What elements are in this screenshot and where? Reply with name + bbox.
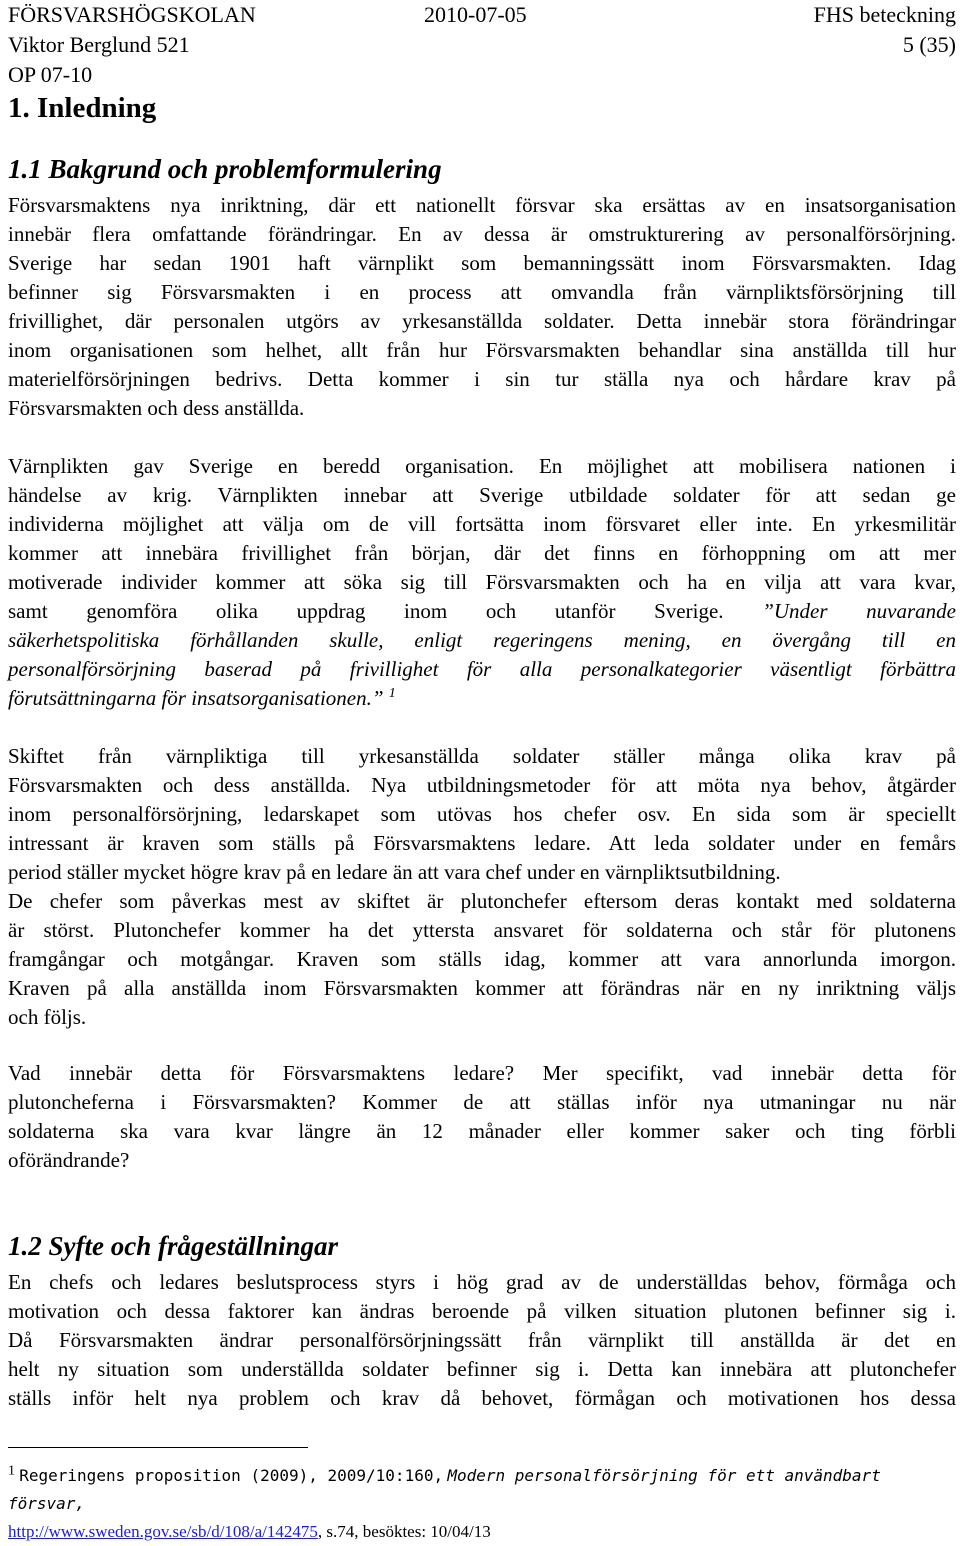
text-line-with-quote (8, 597, 956, 626)
text-line: kommer att innebära frivillighet från början, där det finns en förhoppning om att mer (8, 541, 956, 565)
text-line: Skiftet från värnpliktiga till yrkesanställda soldater ställer många olika krav på (8, 744, 956, 768)
text-line: oförändrande? (8, 1148, 130, 1172)
section-title-background: 1.1 Bakgrund och problemformulering (8, 154, 442, 184)
text-line: Kraven på alla anställda inom Försvarsmakten kommer att förändras när en ny inriktning väljs (8, 976, 956, 1000)
text-line: inom organisationen som helhet, allt från hur Försvarsmakten behandlar sina anställda till hur (8, 338, 956, 362)
text-line: Värnplikten gav Sverige en beredd organisation. En möjlighet att mobilisera nationen i (8, 454, 956, 478)
footnote-divider (8, 1447, 308, 1448)
header-designation: FHS beteckning (813, 2, 956, 27)
paragraph-purpose-1 (8, 1268, 956, 1413)
text-line: befinner sig Försvarsmakten i en process att omvandla från värnpliktsförsörjning till (8, 280, 956, 304)
paragraph-background-1 (8, 191, 956, 423)
footnote-link[interactable]: http://www.sweden.gov.se/sb/d/108/a/142475 (8, 1522, 318, 1541)
text-line: Då Försvarsmakten ändrar personalförsörjningssätt från värnplikt till anställda är det en (8, 1328, 956, 1352)
text-line: ställs inför helt nya problem och krav då behovet, förmågan och motivationen hos dessa (8, 1386, 956, 1410)
text-line: materielförsörjningen bedrivs. Detta kommer i sin tur ställa nya och hårdare krav på (8, 367, 956, 391)
footnote-line-2 (8, 1518, 956, 1546)
text-line: innebär flera omfattande förändringar. En av dessa är omstrukturering av personalförsörjning. (8, 222, 956, 246)
header-author: Viktor Berglund 521 (8, 32, 190, 57)
text-line: framgångar och motgångar. Kraven som ställs idag, kommer att vara annorlunda imorgon. (8, 947, 956, 971)
text-line: och följs. (8, 1005, 87, 1029)
footnote-title: Modern personalförsörjning för ett användbart försvar, (8, 1466, 881, 1513)
quote-line: säkerhetspolitiska förhållanden skulle, enligt regeringens mening, en övergång till en (8, 628, 956, 652)
text-line: motiverade individer kommer att söka sig till Försvarsmakten och ha en vilja att vara kvar, (8, 570, 956, 594)
footnote (8, 1462, 956, 1546)
text-line: Försvarsmakten och dess anställda. Nya utbildningsmetoder för att möta nya behov, åtgärder (8, 773, 956, 797)
quote-segment: ”Under nuvarande (762, 599, 956, 623)
text-line: De chefer som påverkas mest av skiftet är plutonchefer eftersom deras kontakt med soldaterna (8, 889, 956, 913)
text-line: Vad innebär detta för Försvarsmaktens ledare? Mer specifikt, vad innebär detta för (8, 1061, 956, 1085)
footnote-line-1 (8, 1462, 956, 1518)
paragraph-background-3 (8, 742, 956, 1032)
paragraph-background-4 (8, 1059, 956, 1175)
quote-line (8, 684, 956, 713)
footnote-source: Regeringens proposition (2009), 2009/10:160, (19, 1466, 444, 1485)
text-line: individerna möjlighet att välja om de vill fortsätta inom försvaret eller inte. En yrkesmilitär (8, 512, 956, 536)
text-line: inom personalförsörjning, ledarskapet som utövas hos chefer osv. En sida som är speciellt (8, 802, 956, 826)
text-line: Försvarsmaktens nya inriktning, där ett nationellt försvar ska ersättas av en insatsorganisation (8, 193, 956, 217)
text-line: En chefs och ledares beslutsprocess styrs i hög grad av de underställdas behov, förmåga och (8, 1270, 956, 1294)
text-line: soldaterna ska vara kvar längre än 12 månader eller kommer saker och ting förbli (8, 1119, 956, 1143)
section-title-purpose: 1.2 Syfte och frågeställningar (8, 1231, 339, 1261)
text-line: Sverige har sedan 1901 haft värnplikt som bemanningssätt inom Försvarsmakten. Idag (8, 251, 956, 275)
text-line: händelse av krig. Värnplikten innebar att Sverige utbildade soldater för att sedan ge (8, 483, 956, 507)
text-line: plutoncheferna i Försvarsmakten? Kommer de att ställas inför nya utmaningar nu när (8, 1090, 956, 1114)
text-line: frivillighet, där personalen utgörs av yrkesanställda soldater. Detta innebär stora förändringar (8, 309, 956, 333)
text-line: intressant är kraven som ställs på Försvarsmaktens ledare. Att leda soldater under en femårs (8, 831, 956, 855)
text-line: helt ny situation som underställda soldater befinner sig i. Detta kan innebära att plutonchefer (8, 1357, 956, 1381)
document-page (8, 0, 956, 1541)
paragraph-background-2 (8, 452, 956, 713)
chapter-title: 1. Inledning (8, 92, 157, 124)
header-school: FÖRSVARSHÖGSKOLAN (8, 2, 256, 27)
header-date: 2010-07-05 (424, 2, 527, 27)
text-line: motivation och dessa faktorer kan ändras beroende på vilken situation plutonen befinner sig i. (8, 1299, 956, 1323)
quote-segment: förutsättningarna för insatsorganisationen.” (8, 686, 384, 710)
quote-line: personalförsörjning baserad på frivillighet för alla personalkategorier väsentligt förbättra (8, 657, 956, 681)
footnote-page-visited: , s.74, besöktes: 10/04/13 (317, 1522, 491, 1541)
text-segment: samt genomföra olika uppdrag inom och utanför Sverige. (8, 599, 724, 623)
page-header (8, 0, 956, 90)
header-page-number: 5 (35) (902, 32, 956, 57)
text-line: period ställer mycket högre krav på en ledare än att vara chef under en värnpliktsutbildning. (8, 860, 781, 884)
text-line: är störst. Plutonchefer kommer ha det yttersta ansvaret för soldaterna och står för plutonens (8, 918, 956, 942)
footnote-number: 1 (8, 1463, 15, 1479)
text-line: Försvarsmakten och dess anställda. (8, 396, 305, 420)
footnote-reference[interactable]: 1 (388, 686, 396, 701)
header-program: OP 07-10 (8, 62, 93, 87)
